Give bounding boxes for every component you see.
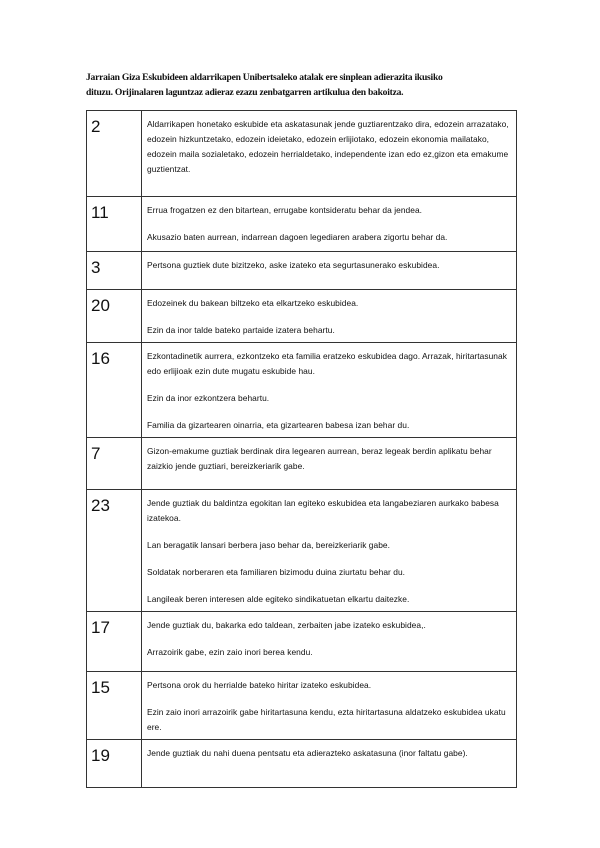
- article-number: 19: [87, 740, 142, 788]
- instructions: [86, 71, 526, 100]
- articles-table: [86, 110, 517, 788]
- table-row: [87, 672, 517, 740]
- table-row: [87, 612, 517, 672]
- table-row: [87, 197, 517, 252]
- article-number: 2: [87, 111, 142, 197]
- table-row: [87, 252, 517, 290]
- article-summary: [142, 740, 517, 788]
- article-summary: [142, 343, 517, 438]
- article-number: 7: [87, 438, 142, 490]
- article-number: 20: [87, 290, 142, 343]
- article-summary: [142, 252, 517, 290]
- article-number: 11: [87, 197, 142, 252]
- article-number: 23: [87, 490, 142, 612]
- article-paragraph: Arrazoirik gabe, ezin zaio inori berea kendu.: [147, 647, 313, 657]
- article-paragraph: Pertsona orok du herrialde bateko hiritar izateko eskubidea.: [147, 680, 372, 690]
- article-paragraph: Gizon-emakume guztiak berdinak dira legearen aurrean, beraz legeak berdin aplikatu behar zaizkio jende guztiari, bereizkeriarik gabe.: [147, 446, 492, 471]
- article-summary: [142, 490, 517, 612]
- article-paragraph: Ezin da inor talde bateko partaide izatera behartu.: [147, 325, 335, 335]
- table-row: [87, 438, 517, 490]
- article-summary: [142, 111, 517, 197]
- article-summary: [142, 672, 517, 740]
- article-paragraph: Ezin da inor ezkontzera behartu.: [147, 393, 270, 403]
- article-summary: [142, 438, 517, 490]
- instructions-line-1: Jarraian Giza Eskubideen aldarrikapen Unibertsaleko atalak ere sinplean adierazita ikusiko: [86, 72, 443, 83]
- article-paragraph: Aldarrikapen honetako eskubide eta askatasunak jende guztiarentzako dira, edozein arrazatako, edozein hizkuntzetako, edozein ideietako, edozein erlijiotako, edozein ekonomia mailatako, edozein maila sozialetako, edozein herrialdetako, independente izan edo ez,gizon eta emakume guztientzat.: [147, 119, 509, 174]
- table-row: [87, 343, 517, 438]
- table-row: [87, 490, 517, 612]
- article-paragraph: Pertsona guztiek dute bizitzeko, aske izateko eta segurtasunerako eskubidea.: [147, 260, 440, 270]
- article-summary: [142, 197, 517, 252]
- article-number: 16: [87, 343, 142, 438]
- article-paragraph: Ezkontadinetik aurrera, ezkontzeko eta familia eratzeko eskubidea dago. Arrazak, hiritartasunak edo erlijioak ezin dute mugatu eskubide hau.: [147, 351, 507, 376]
- articles-table-body: [87, 111, 517, 788]
- table-row: [87, 290, 517, 343]
- article-paragraph: Akusazio baten aurrean, indarrean dagoen legediaren arabera zigortu behar da.: [147, 232, 448, 242]
- article-number: 17: [87, 612, 142, 672]
- article-paragraph: Lan beragatik lansari berbera jaso behar da, bereizkeriarik gabe.: [147, 540, 391, 550]
- article-paragraph: Edozeinek du bakean biltzeko eta elkartzeko eskubidea.: [147, 298, 359, 308]
- article-number: 15: [87, 672, 142, 740]
- article-paragraph: Jende guztiak du baldintza egokitan lan egiteko eskubidea eta langabeziaren aurkako babesa izatekoa.: [147, 498, 499, 523]
- article-paragraph: Errua frogatzen ez den bitartean, errugabe kontsideratu behar da jendea.: [147, 205, 423, 215]
- article-paragraph: Langileak beren interesen alde egiteko sindikatuetan elkartu daitezke.: [147, 594, 410, 604]
- article-summary: [142, 612, 517, 672]
- table-row: [87, 111, 517, 197]
- article-paragraph: Ezin zaio inori arrazoirik gabe hiritartasuna kendu, ezta hiritartasuna aldatzeko eskubidea ukatu ere.: [147, 707, 506, 732]
- article-paragraph: Jende guztiak du nahi duena pentsatu eta adierazteko askatasuna (inor faltatu gabe).: [147, 748, 468, 758]
- article-number: 3: [87, 252, 142, 290]
- instructions-line-2: dituzu. Orijinalaren laguntzaz adieraz ezazu zenbatgarren artikulua den bakoitza.: [86, 86, 404, 98]
- article-paragraph: Familia da gizartearen oinarria, eta gizartearen babesa izan behar du.: [147, 420, 410, 430]
- article-summary: [142, 290, 517, 343]
- table-row: [87, 740, 517, 788]
- article-paragraph: Jende guztiak du, bakarka edo taldean, zerbaiten jabe izateko eskubidea,.: [147, 620, 426, 630]
- article-paragraph: Soldatak norberaren eta familiaren bizimodu duina ziurtatu behar du.: [147, 567, 406, 577]
